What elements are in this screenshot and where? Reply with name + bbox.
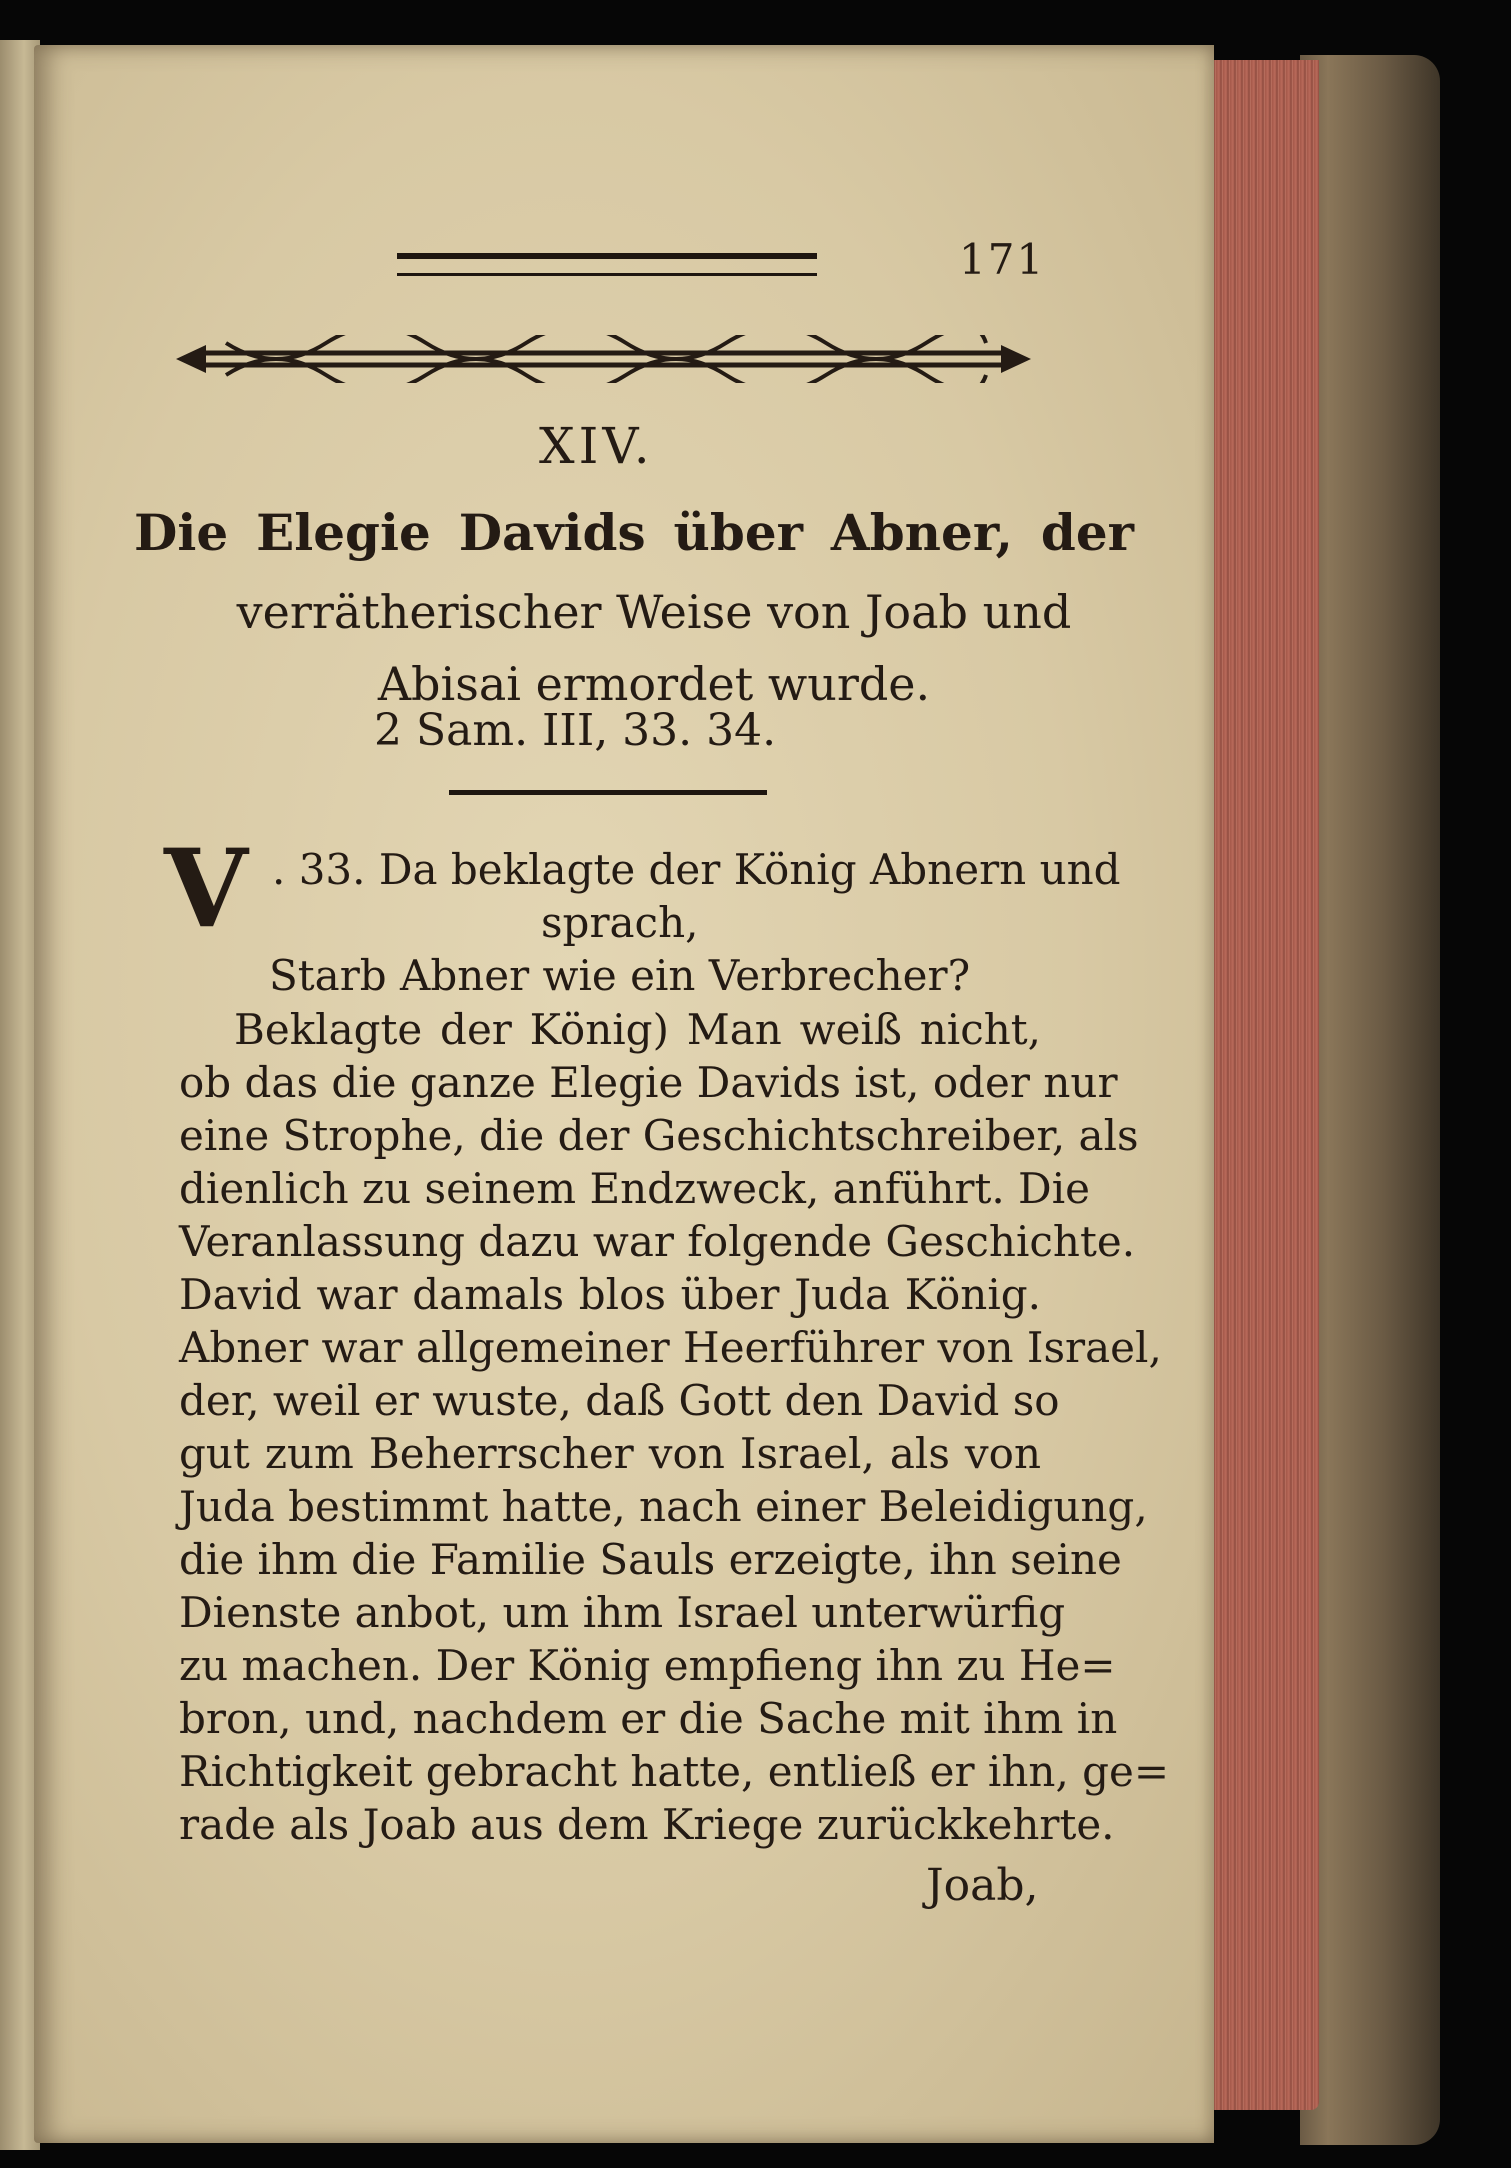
- verse-line: . 33. Da beklagte der König Abnern und: [272, 845, 1121, 894]
- body-line: Dienste anbot, um ihm Israel unterwürfig: [179, 1588, 1066, 1637]
- body-line: Richtigkeit gebracht hatte, entließ er ihn, ge=: [179, 1747, 1170, 1796]
- catchword: Joab,: [926, 1860, 1039, 1911]
- body-line: zu machen. Der König empfieng ihn zu He=: [179, 1641, 1116, 1690]
- body-line: eine Strophe, die der Geschichtschreiber, als: [179, 1111, 1139, 1160]
- page-edges: [1205, 60, 1319, 2110]
- body-line: David war damals blos über Juda König.: [179, 1270, 1041, 1319]
- verse-line: sprach,: [541, 898, 699, 947]
- verse-line: Starb Abner wie ein Verbrecher?: [269, 951, 971, 1000]
- ornament-band-icon: [166, 335, 1041, 383]
- body-line: ob das die ganze Elegie Davids ist, oder nur: [179, 1058, 1118, 1107]
- header-rule: [397, 253, 817, 276]
- body-line: bron, und, nachdem er die Sache mit ihm in: [179, 1694, 1118, 1743]
- section-rule: [449, 790, 767, 795]
- verse-initial-letter: V: [164, 826, 248, 952]
- body-line: dienlich zu seinem Endzweck, anführt. Die: [179, 1164, 1091, 1213]
- body-line: rade als Joab aus dem Kriege zurückkehrte.: [179, 1800, 1115, 1849]
- chapter-title-line: Abisai ermordet wurde.: [377, 657, 931, 711]
- chapter-title-line: Die Elegie Davids über Abner, der: [134, 503, 1134, 562]
- book-page: [34, 45, 1214, 2143]
- body-line: Veranlassung dazu war folgende Geschichte.: [179, 1217, 1136, 1266]
- chapter-numeral: XIV.: [539, 417, 654, 475]
- body-line: der, weil er wuste, daß Gott den David so: [179, 1376, 1060, 1425]
- page-number: 171: [959, 235, 1046, 284]
- body-line: Abner war allgemeiner Heerführer von Israel,: [179, 1323, 1162, 1372]
- body-line: die ihm die Familie Sauls erzeigte, ihn seine: [179, 1535, 1122, 1584]
- book-cover-edge: [1300, 55, 1440, 2145]
- body-line: Beklagte der König) Man weiß nicht,: [234, 1005, 1041, 1054]
- scripture-reference: 2 Sam. III, 33. 34.: [374, 705, 777, 756]
- chapter-title-line: verrätherischer Weise von Joab und: [236, 585, 1072, 639]
- body-line: Juda bestimmt hatte, nach einer Beleidigung,: [179, 1482, 1148, 1531]
- body-line: gut zum Beherrscher von Israel, als von: [179, 1429, 1041, 1478]
